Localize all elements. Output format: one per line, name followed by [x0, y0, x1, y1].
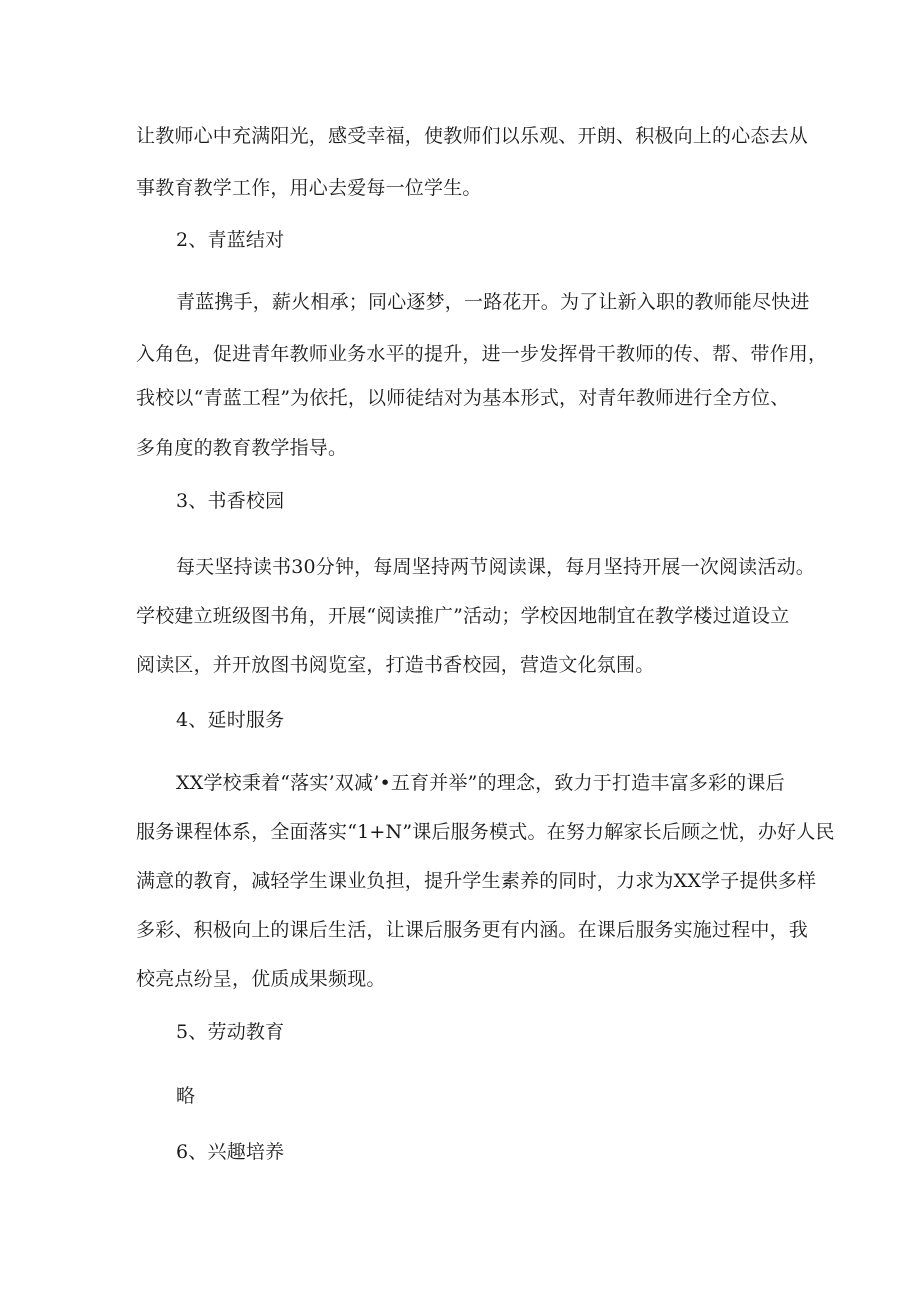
paragraph-4-line-4: 多彩、积极向上的课后生活，让课后服务更有内涵。在课后服务实施过程中，我 [136, 919, 809, 941]
paragraph-3-line-1: 每天坚持读书30分钟，每周坚持两节阅读课，每月坚持开展一次阅读活动。 [176, 556, 815, 578]
paragraph-3-line-2: 学校建立班级图书角，开展“阅读推广”活动；学校因地制宜在教学楼过道设立 [136, 605, 790, 627]
section-heading-5: 5、劳动教育 [176, 1021, 285, 1043]
section-heading-6: 6、兴趣培养 [176, 1141, 285, 1163]
paragraph-3-line-3: 阅读区，并开放图书阅览室，打造书香校园，营造文化氛围。 [136, 654, 655, 676]
paragraph-2-line-4: 多角度的教育教学指导。 [136, 437, 348, 459]
section-heading-2: 2、青蓝结对 [176, 229, 285, 251]
paragraph-1-line-1: 让教师心中充满阳光，感受幸福，使教师们以乐观、开朗、积极向上的心态去从 [136, 125, 809, 147]
paragraph-5: 略 [176, 1085, 196, 1107]
paragraph-2-line-1: 青蓝携手，薪火相承；同心逐梦，一路花开。为了让新入职的教师能尽快进 [176, 291, 810, 313]
paragraph-4-line-1: XX学校秉着“落实’双减’•五育并举”的理念，致力于打造丰富多彩的课后 [176, 772, 785, 794]
paragraph-1-line-2: 事教育教学工作，用心去爱每一位学生。 [136, 177, 482, 199]
section-heading-3: 3、书香校园 [176, 490, 285, 512]
paragraph-2-line-3: 我校以“青蓝工程”为依托，以师徒结对为基本形式，对青年教师进行全方位、 [136, 387, 790, 409]
paragraph-4-line-3: 满意的教育，减轻学生课业负担，提升学生素养的同时，力求为XX学子提供多样 [136, 870, 817, 892]
paragraph-4-line-5: 校亮点纷呈，优质成果频现。 [136, 968, 386, 990]
section-heading-4: 4、延时服务 [176, 709, 285, 731]
paragraph-2-line-2: 入角色，促进青年教师业务水平的提升，进一步发挥骨干教师的传、帮、带作用， [136, 343, 828, 365]
paragraph-4-line-2: 服务课程体系，全面落实“1+N”课后服务模式。在努力解家长后顾之忧，办好人民 [136, 821, 835, 843]
